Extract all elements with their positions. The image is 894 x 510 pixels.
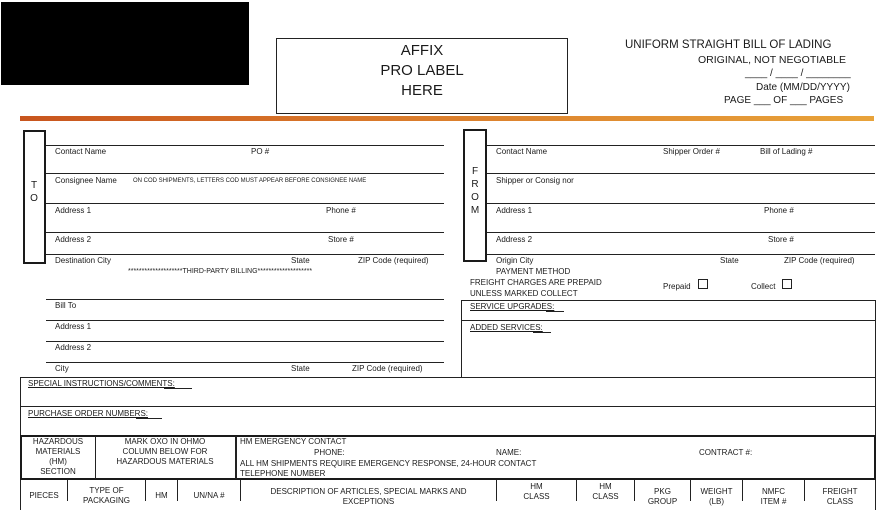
bill-to-state-label: State bbox=[291, 364, 310, 373]
col-type-of-packaging-1: TYPE OF bbox=[89, 486, 124, 495]
collect-label: Collect bbox=[751, 282, 776, 291]
from-side-letter-o: O bbox=[471, 192, 479, 203]
hm-telephone-label: TELEPHONE NUMBER bbox=[240, 469, 326, 478]
hazmat-section-line-2: MATERIALS bbox=[35, 447, 81, 456]
col-freight-class-1: FREIGHT bbox=[822, 487, 858, 496]
from-side-letter-f: F bbox=[471, 166, 479, 177]
purchase-order-numbers-field[interactable] bbox=[136, 418, 162, 419]
col-hm-class-b-2: CLASS bbox=[592, 492, 619, 501]
col-description-2: EXCEPTIONS bbox=[342, 497, 395, 506]
col-nmfc-2: ITEM # bbox=[760, 497, 787, 506]
from-bill-of-lading-label: Bill of Lading # bbox=[760, 147, 813, 156]
affix-line-3: HERE bbox=[401, 82, 443, 99]
to-store-label: Store # bbox=[328, 235, 354, 244]
col-hm-class-a-1: HM bbox=[530, 482, 543, 491]
to-address2-label: Address 2 bbox=[55, 235, 92, 244]
hm-name-label: NAME: bbox=[496, 448, 522, 457]
col-freight-class-2: CLASS bbox=[826, 497, 854, 506]
col-pkg-group-2: GROUP bbox=[647, 497, 678, 506]
to-po-label: PO # bbox=[251, 147, 270, 156]
payment-line-1: FREIGHT CHARGES ARE PREPAID bbox=[470, 278, 602, 287]
added-services-label: ADDED SERVICES: bbox=[470, 323, 543, 332]
hazmat-section-line-1: HAZARDOUS bbox=[32, 437, 84, 446]
affix-line-2: PRO LABEL bbox=[380, 62, 464, 79]
to-side-letter-o: O bbox=[30, 193, 38, 204]
col-pkg-group-1: PKG bbox=[654, 487, 671, 496]
affix-line-1: AFFIX bbox=[400, 42, 444, 59]
company-logo-block bbox=[1, 2, 249, 85]
prepaid-checkbox[interactable] bbox=[698, 279, 708, 289]
col-weight-1: WEIGHT bbox=[700, 487, 733, 496]
bill-to-label: Bill To bbox=[55, 301, 77, 310]
from-zip-label: ZIP Code (required) bbox=[784, 256, 855, 265]
to-side-letter-t: T bbox=[30, 180, 38, 191]
bill-to-address2-label: Address 2 bbox=[55, 343, 92, 352]
to-destination-city-label: Destination City bbox=[55, 256, 112, 265]
to-contact-name-label: Contact Name bbox=[55, 147, 107, 156]
document-subtitle: ORIGINAL, NOT NEGOTIABLE bbox=[698, 54, 847, 66]
date-label: Date (MM/DD/YYYY) bbox=[756, 82, 850, 93]
from-phone-label: Phone # bbox=[764, 206, 794, 215]
hazmat-mark-line-3: HAZARDOUS MATERIALS bbox=[116, 457, 214, 466]
page-count-line[interactable]: PAGE ___ OF ___ PAGES bbox=[724, 95, 844, 106]
purchase-order-numbers-label: PURCHASE ORDER NUMBERS: bbox=[28, 409, 149, 418]
hm-phone-label: PHONE: bbox=[314, 448, 345, 457]
payment-line-2: UNLESS MARKED COLLECT bbox=[470, 289, 578, 298]
col-hm: HM bbox=[155, 491, 168, 500]
to-phone-label: Phone # bbox=[326, 206, 356, 215]
bill-to-city-label: City bbox=[55, 364, 69, 373]
hazmat-section-line-3: (HM) bbox=[49, 457, 67, 466]
special-instructions-label: SPECIAL INSTRUCTIONS/COMMENTS: bbox=[28, 379, 175, 388]
col-type-of-packaging-2: PACKAGING bbox=[83, 496, 130, 505]
hazmat-mark-line-1: MARK OXO IN OHMO bbox=[124, 437, 206, 446]
to-address1-label: Address 1 bbox=[55, 206, 92, 215]
hazmat-mark-line-2: COLUMN BELOW FOR bbox=[122, 447, 208, 456]
bill-to-zip-label: ZIP Code (required) bbox=[352, 364, 423, 373]
from-shipper-label: Shipper or Consig nor bbox=[496, 176, 574, 185]
header-rule bbox=[20, 116, 874, 121]
date-blanks[interactable]: ____ / ____ / ________ bbox=[745, 68, 851, 79]
from-store-label: Store # bbox=[768, 235, 794, 244]
from-side-letter-r: R bbox=[471, 179, 479, 190]
col-un-na: UN/NA # bbox=[193, 491, 225, 500]
pro-label-box bbox=[276, 38, 568, 114]
from-state-label: State bbox=[720, 256, 739, 265]
col-hm-class-b-1: HM bbox=[599, 482, 612, 491]
collect-checkbox[interactable] bbox=[782, 279, 792, 289]
to-state-label: State bbox=[291, 256, 310, 265]
hm-note: ALL HM SHIPMENTS REQUIRE EMERGENCY RESPONSE, 24-HOUR CONTACT bbox=[240, 459, 537, 468]
from-shipper-order-label: Shipper Order # bbox=[663, 147, 720, 156]
from-address2-label: Address 2 bbox=[496, 235, 533, 244]
payment-method-label: PAYMENT METHOD bbox=[496, 267, 571, 276]
hm-emergency-contact-label: HM EMERGENCY CONTACT bbox=[240, 437, 347, 446]
from-contact-name-label: Contact Name bbox=[496, 147, 548, 156]
col-hm-class-a-2: CLASS bbox=[523, 492, 550, 501]
to-cod-note: ON COD SHIPMENTS, LETTERS COD MUST APPEAR BEFORE CONSIGNEE NAME bbox=[133, 178, 367, 184]
from-side-letter-m: M bbox=[470, 205, 480, 216]
service-upgrades-field[interactable] bbox=[546, 311, 564, 312]
special-instructions-field[interactable] bbox=[164, 388, 192, 389]
to-consignee-name-label: Consignee Name bbox=[55, 176, 117, 185]
col-description-1: DESCRIPTION OF ARTICLES, SPECIAL MARKS AND bbox=[270, 487, 467, 496]
service-upgrades-label: SERVICE UPGRADES: bbox=[470, 302, 555, 311]
hm-contract-label: CONTRACT #: bbox=[699, 448, 753, 457]
prepaid-label: Prepaid bbox=[663, 282, 691, 291]
third-party-billing-banner: ********************THIRD-PARTY BILLING******************** bbox=[128, 268, 313, 275]
to-zip-label: ZIP Code (required) bbox=[358, 256, 429, 265]
col-pieces: PIECES bbox=[29, 491, 59, 500]
from-address1-label: Address 1 bbox=[496, 206, 533, 215]
col-nmfc-1: NMFC bbox=[761, 487, 786, 496]
hazmat-section-line-4: SECTION bbox=[40, 467, 76, 476]
col-weight-2: (LB) bbox=[708, 497, 725, 506]
document-title: UNIFORM STRAIGHT BILL OF LADING bbox=[625, 39, 832, 51]
bill-to-address1-label: Address 1 bbox=[55, 322, 92, 331]
added-services-field[interactable] bbox=[533, 332, 551, 333]
from-origin-city-label: Origin City bbox=[496, 256, 534, 265]
